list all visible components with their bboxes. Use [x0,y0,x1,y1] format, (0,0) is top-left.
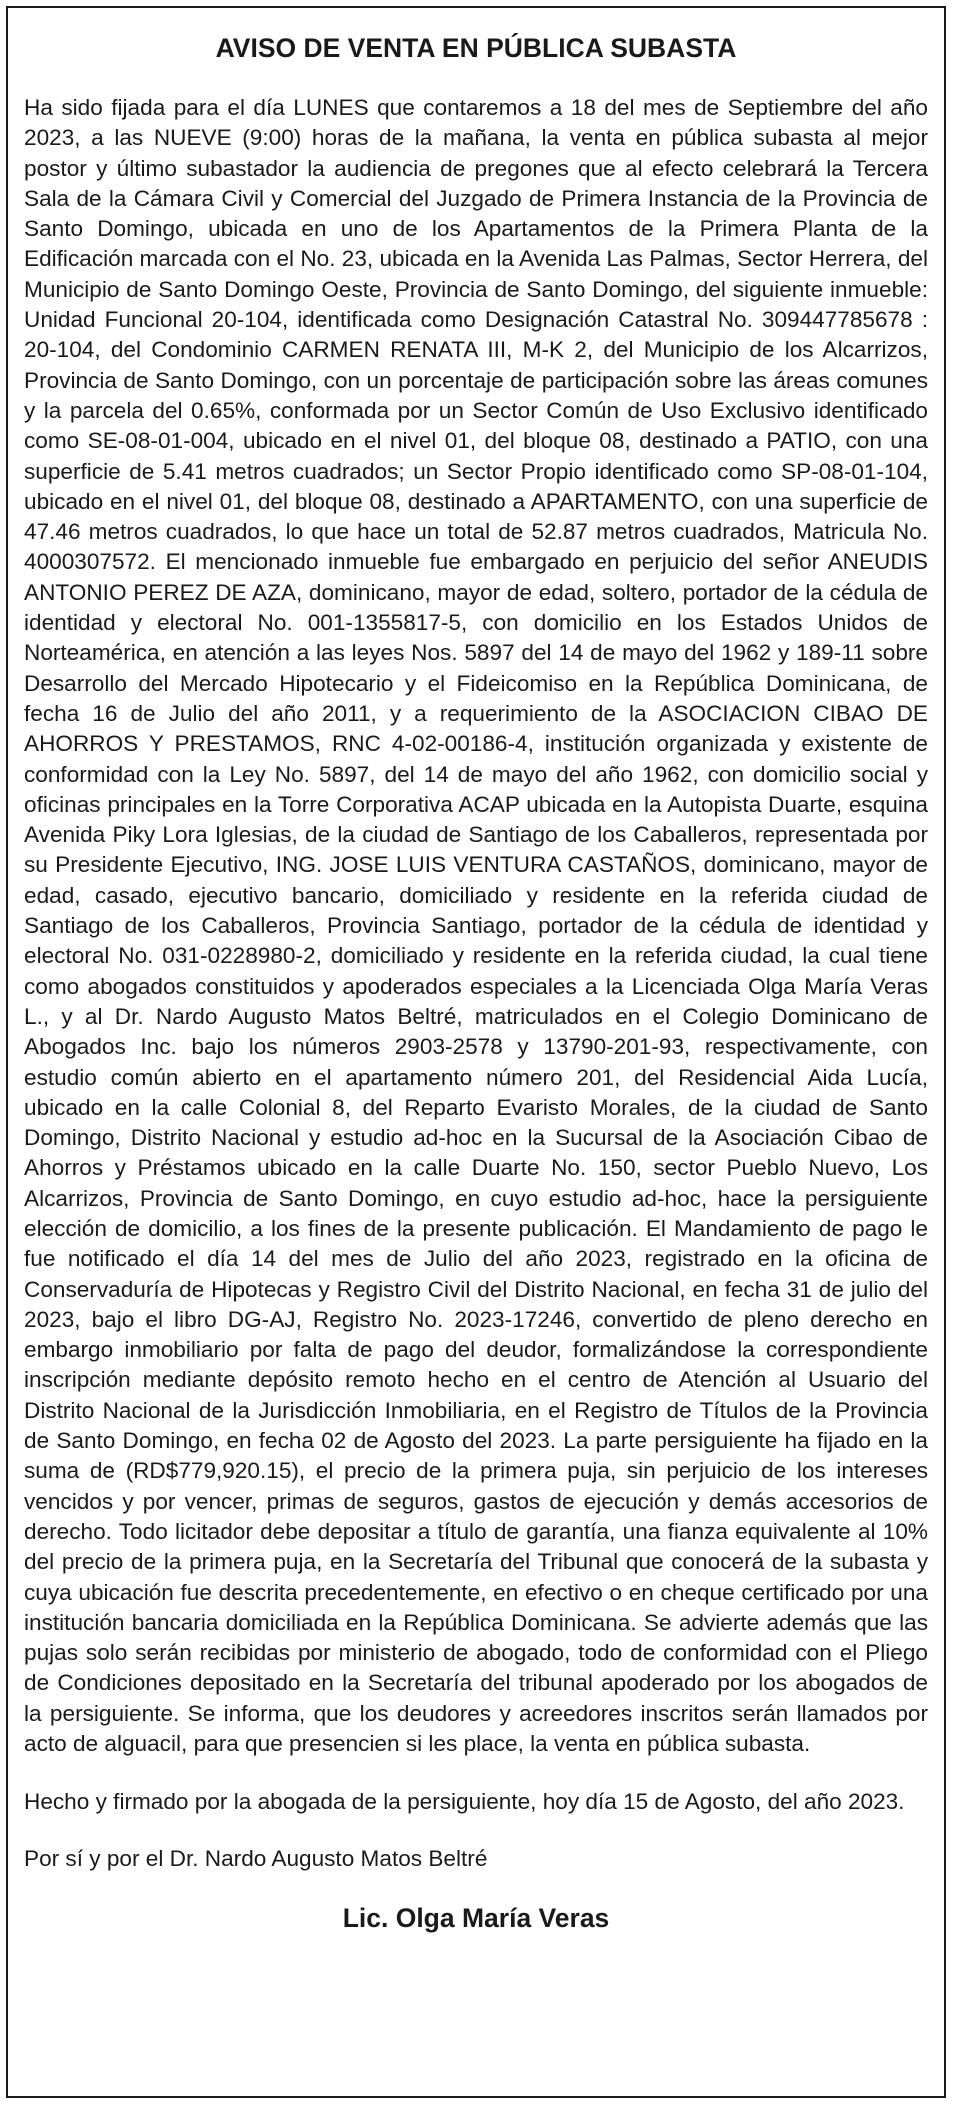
notice-body: Ha sido fijada para el día LUNES que contaremos a 18 del mes de Septiembre del año 2023, a las NUEVE (9:00) horas de la mañana, la venta en pública subasta al mejor postor y último subastador la audiencia de pregones que al efecto celebrará la Tercera Sala de la Cámara Civil y Comercial del Juzgado de Primera Instancia de la Provincia de Santo Domingo, ubicada en uno de los Apartamentos de la Primera Planta de la Edificación marcada con el No. 23, ubicada en la Avenida Las Palmas, Sector Herrera, del Municipio de Santo Domingo Oeste, Provincia de Santo Domingo, del siguiente inmueble: Unidad Funcional 20-104, identificada como Designación Catastral No. 309447785678 : 20-104, del Condominio CARMEN RENATA III, M-K 2, del Municipio de los Alcarrizos, Provincia de Santo Domingo, con un porcentaje de participación sobre las áreas comunes y la parcela del 0.65%, conformada por un Sector Común de Uso Exclusivo identificado como SE-08-01-004, ubicado en el nivel 01, del bloque 08, destinado a PATIO, con una superficie de 5.41 metros cuadrados; un Sector Propio identificado como SP-08-01-104, ubicado en el nivel 01, del bloque 08, destinado a APARTAMENTO, con una superficie de 47.46 metros cuadrados, lo que hace un total de 52.87 metros cuadrados, Matricula No. 4000307572. El mencionado inmueble fue embargado en perjuicio del señor ANEUDIS ANTONIO PEREZ DE AZA, dominicano, mayor de edad, soltero, portador de la cédula de identidad y electoral No. 001-1355817-5, con domicilio en los Estados Unidos de Norteamérica, en atención a las leyes Nos. 5897 del 14 de mayo del 1962 y 189-11 sobre Desarrollo del Mercado Hipotecario y el Fideicomiso en la República Dominicana, de fecha 16 de Julio del año 2011, y a requerimiento de la ASOCIACION CIBAO DE AHORROS Y PRESTAMOS, RNC 4-02-00186-4, institución organizada y existente de conformidad con la Ley No. 5897, del 14 de mayo del año 1962, con domicilio social y oficinas principales en la Torre Corporativa ACAP ubicada en la Autopista Duarte, esquina Avenida Piky Lora Iglesias, de la ciudad de Santiago de los Caballeros, representada por su Presidente Ejecutivo, ING. JOSE LUIS VENTURA CASTAÑOS, dominicano, mayor de edad, casado, ejecutivo bancario, domiciliado y residente en la referida ciudad de Santiago de los Caballeros, Provincia Santiago, portador de la cédula de identidad y electoral No. 031-0228980-2, domiciliado y residente en la referida ciudad, la cual tiene como abogados constituidos y apoderados especiales a la Licenciada Olga María Veras L., y al Dr. Nardo Augusto Matos Beltré, matriculados en el Colegio Dominicano de Abogados Inc. bajo los números 2903-2578 y 13790-201-93, respectivamente, con estudio común abierto en el apartamento número 201, del Residencial Aida Lucía, ubicado en la calle Colonial 8, del Reparto Evaristo Morales, de la ciudad de Santo Domingo, Distrito Nacional y estudio ad-hoc en la Sucursal de la Asociación Cibao de Ahorros y Préstamos ubicado en la calle Duarte No. 150, sector Pueblo Nuevo, Los Alcarrizos, Provincia de Santo Domingo, en cuyo estudio ad-hoc, hace la persiguiente elección de domicilio, a los fines de la presente publicación. El Mandamiento de pago le fue notificado el día 14 del mes de Julio del año 2023, registrado en la oficina de Conservaduría de Hipotecas y Registro Civil del Distrito Nacional, en fecha 31 de julio del 2023, bajo el libro DG-AJ, Registro No. 2023-17246, convertido de pleno derecho en embargo inmobiliario por falta de pago del deudor, formalizándose la correspondiente inscripción mediante depósito remoto hecho en el centro de Atención al Usuario del Distrito Nacional de la Jurisdicción Inmobiliaria, en el Registro de Títulos de la Provincia de Santo Domingo, en fecha 02 de Agosto del 2023. La parte persiguiente ha fijado en la suma de (RD$779,920.15), el precio de la primera puja, sin perjuicio de los intereses vencidos y por vencer, primas de seguros, gastos de ejecución y demás accesorios de derecho. Todo licitador debe depositar a título de garantía, una fianza equivalente al 10% del precio de la primera puja, en la Secretaría del Tribunal que conocerá de la subasta y cuya ubicación fue descrita precedentemente, en efectivo o en cheque certificado por una institución bancaria domiciliada en la República Dominicana. Se advierte además que las pujas solo serán recibidas por ministerio de abogado, todo de conformidad con el Pliego de Condiciones depositado en la Secretaría del tribunal apoderado por los abogados de la persiguiente. Se informa, que los deudores y acreedores inscritos serán llamados por acto de alguacil, para que presencien si les place, la venta en pública subasta. [24,95,928,1757]
on-behalf-line: Por sí y por el Dr. Nardo Augusto Matos Beltré [24,1845,488,1871]
auction-notice [6,6,946,2098]
closing-statement: Hecho y firmado por la abogada de la persiguiente, hoy día 15 de Agosto, del año 2023. [24,1789,905,1815]
signature-name: Lic. Olga María Veras [342,1902,610,1933]
notice-title: AVISO DE VENTA EN PÚBLICA SUBASTA [215,33,737,63]
